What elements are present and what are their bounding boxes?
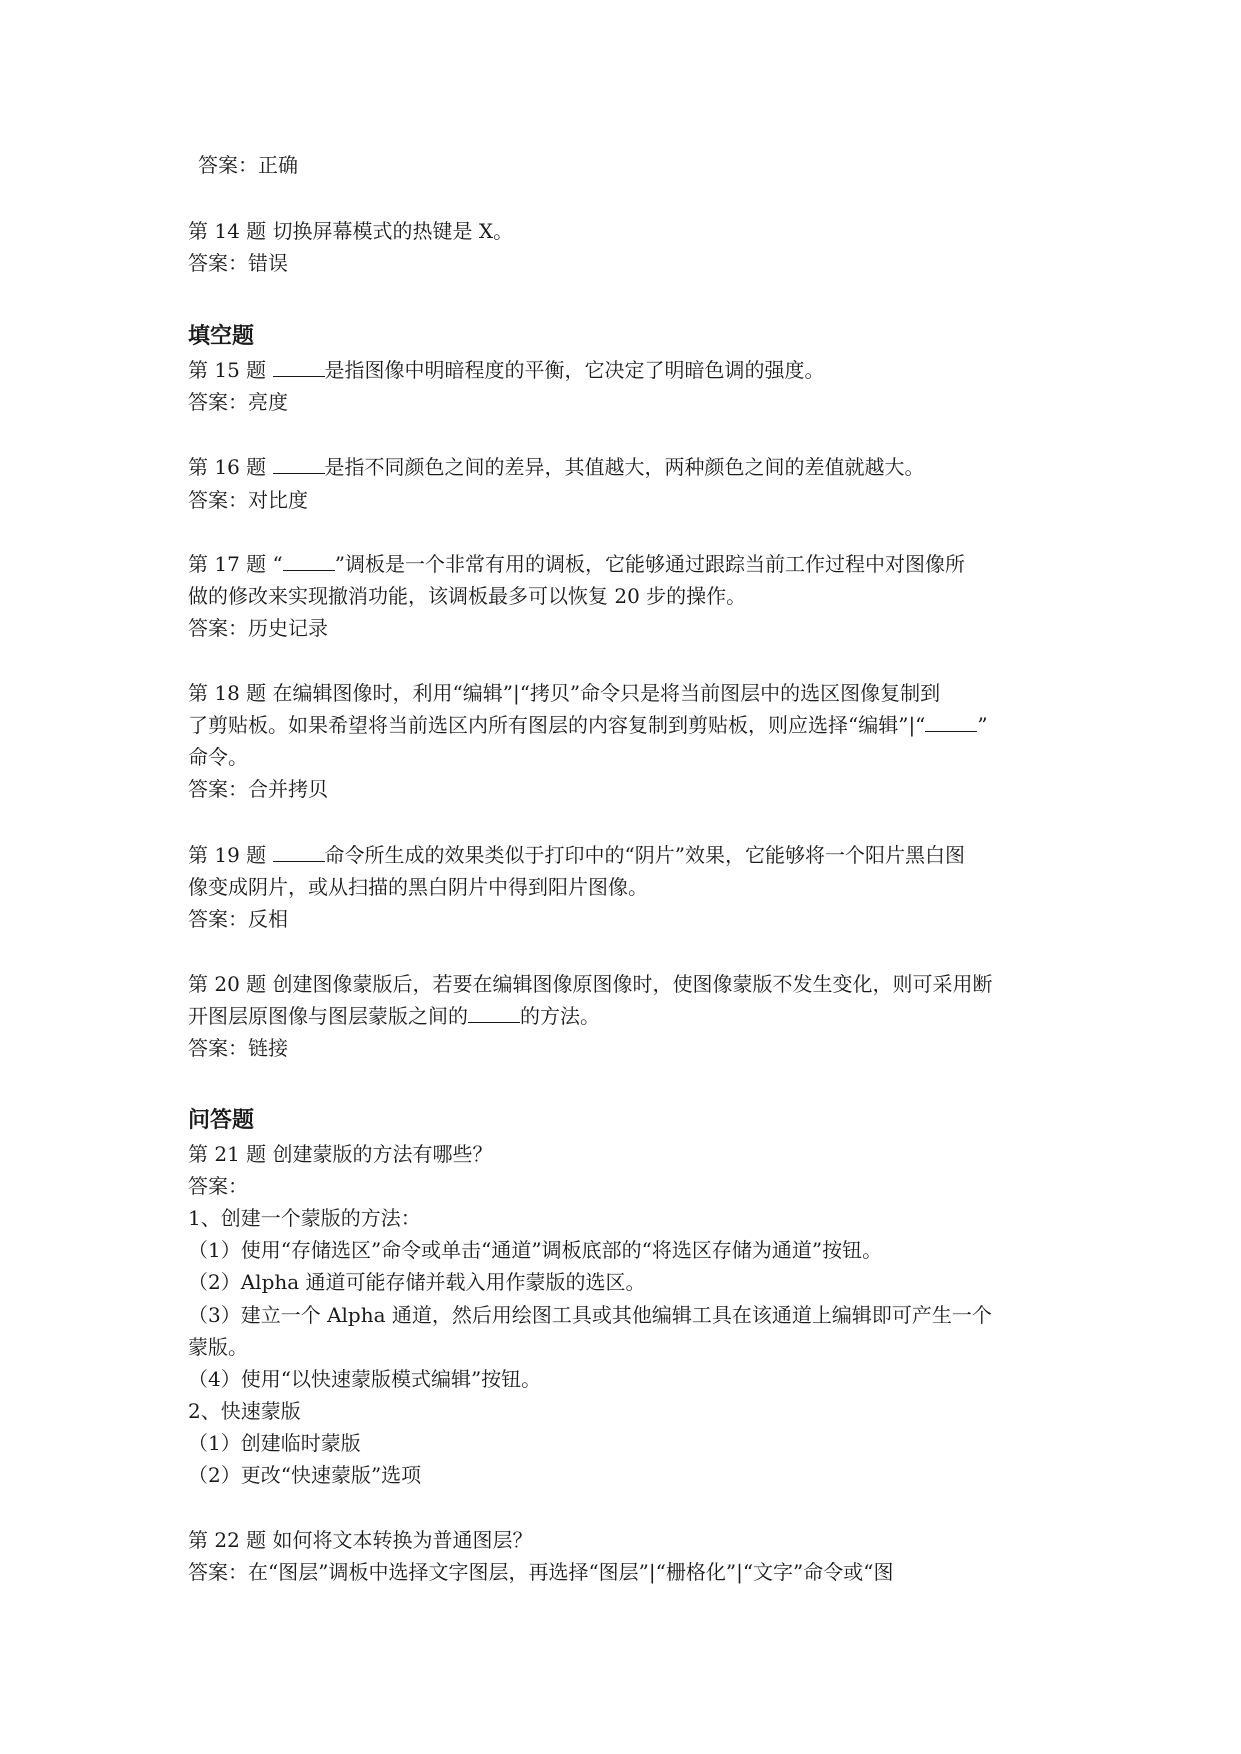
answer-21-item: 蒙版。 <box>188 1335 248 1359</box>
fill-blank <box>273 455 325 474</box>
question-17-number: 第 17 题 “ <box>188 552 283 576</box>
answer-line-15: 答案：亮度 <box>188 390 288 414</box>
fill-blank <box>468 1004 520 1023</box>
answer-21-item: 1、创建一个蒙版的方法： <box>188 1206 421 1230</box>
question-19-text: 命令所生成的效果类似于打印中的“阴片”效果，它能够将一个阳片黑白图 <box>324 843 965 867</box>
fill-blank <box>273 843 325 862</box>
section-heading-qa: 问答题 <box>188 1108 255 1133</box>
question-16 <box>188 454 925 480</box>
fill-blank <box>925 713 977 732</box>
question-20-text: 开图层原图像与图层蒙版之间的 <box>188 1004 468 1028</box>
question-18-quote: ” <box>977 713 988 737</box>
answer-label-21: 答案： <box>188 1174 248 1198</box>
answer-21-item: （4）使用“以快速蒙版模式编辑”按钮。 <box>188 1367 542 1391</box>
answer-line-16: 答案：对比度 <box>188 488 308 512</box>
answer-line-17: 答案：历史记录 <box>188 616 328 640</box>
question-19 <box>188 842 965 868</box>
answer-21-item: 2、快速蒙版 <box>188 1399 301 1423</box>
answer-21-item: （2）Alpha 通道可能存储并载入用作蒙版的选区。 <box>188 1270 646 1294</box>
fill-blank <box>283 552 335 571</box>
question-17 <box>188 551 965 577</box>
question-19-continued: 像变成阴片，或从扫描的黑白阴片中得到阳片图像。 <box>188 875 648 899</box>
answer-line-18: 答案：合并拷贝 <box>188 777 328 801</box>
question-18-continued <box>188 712 988 738</box>
question-18-text: 了剪贴板。如果希望将当前选区内所有图层的内容复制到剪贴板，则应选择“编辑”|“ <box>188 713 926 737</box>
question-17-continued: 做的修改来实现撤消功能，该调板最多可以恢复 20 步的操作。 <box>188 584 747 608</box>
question-14: 第 14 题 切换屏幕模式的热键是 X。 <box>188 219 514 243</box>
answer-21-item: （3）建立一个 Alpha 通道，然后用绘图工具或其他编辑工具在该通道上编辑即可产生一个 <box>188 1303 992 1327</box>
answer-line-19: 答案：反相 <box>188 907 288 931</box>
question-19-number: 第 19 题 <box>188 843 273 867</box>
answer-21-item: （1）使用“存储选区”命令或单击“通道”调板底部的“将选区存储为通道”按钮。 <box>188 1238 883 1262</box>
question-20-continued <box>188 1003 600 1029</box>
question-21: 第 21 题 创建蒙版的方法有哪些？ <box>188 1142 493 1166</box>
question-16-text: 是指不同颜色之间的差异，其值越大，两种颜色之间的差值就越大。 <box>324 455 925 479</box>
answer-21-item: （2）更改“快速蒙版”选项 <box>188 1463 422 1487</box>
answer-line-20: 答案：链接 <box>188 1036 288 1060</box>
question-16-number: 第 16 题 <box>188 455 273 479</box>
section-heading-fill-in: 填空题 <box>188 324 255 349</box>
question-15-text: 是指图像中明暗程度的平衡，它决定了明暗色调的强度。 <box>324 358 825 382</box>
answer-line-14: 答案：错误 <box>188 251 288 275</box>
answer-line-13: 答案：正确 <box>198 153 298 177</box>
question-20: 第 20 题 创建图像蒙版后，若要在编辑图像原图像时，使图像蒙版不发生变化，则可采用断 <box>188 972 993 996</box>
document-page <box>188 0 1068 1754</box>
answer-21-item: （1）创建临时蒙版 <box>188 1431 361 1455</box>
question-20-end: 的方法。 <box>520 1004 600 1028</box>
question-15 <box>188 357 825 383</box>
answer-line-22: 答案：在“图层”调板中选择文字图层，再选择“图层”|“栅格化”|“文字”命令或“图 <box>188 1560 894 1584</box>
question-22: 第 22 题 如何将文本转换为普通图层？ <box>188 1528 533 1552</box>
question-18: 第 18 题 在编辑图像时，利用“编辑”|“拷贝”命令只是将当前图层中的选区图像复制到 <box>188 681 941 705</box>
question-17-text: ”调板是一个非常有用的调板，它能够通过跟踪当前工作过程中对图像所 <box>334 552 965 576</box>
question-15-number: 第 15 题 <box>188 358 273 382</box>
fill-blank <box>273 358 325 377</box>
question-18-end: 命令。 <box>188 745 248 769</box>
